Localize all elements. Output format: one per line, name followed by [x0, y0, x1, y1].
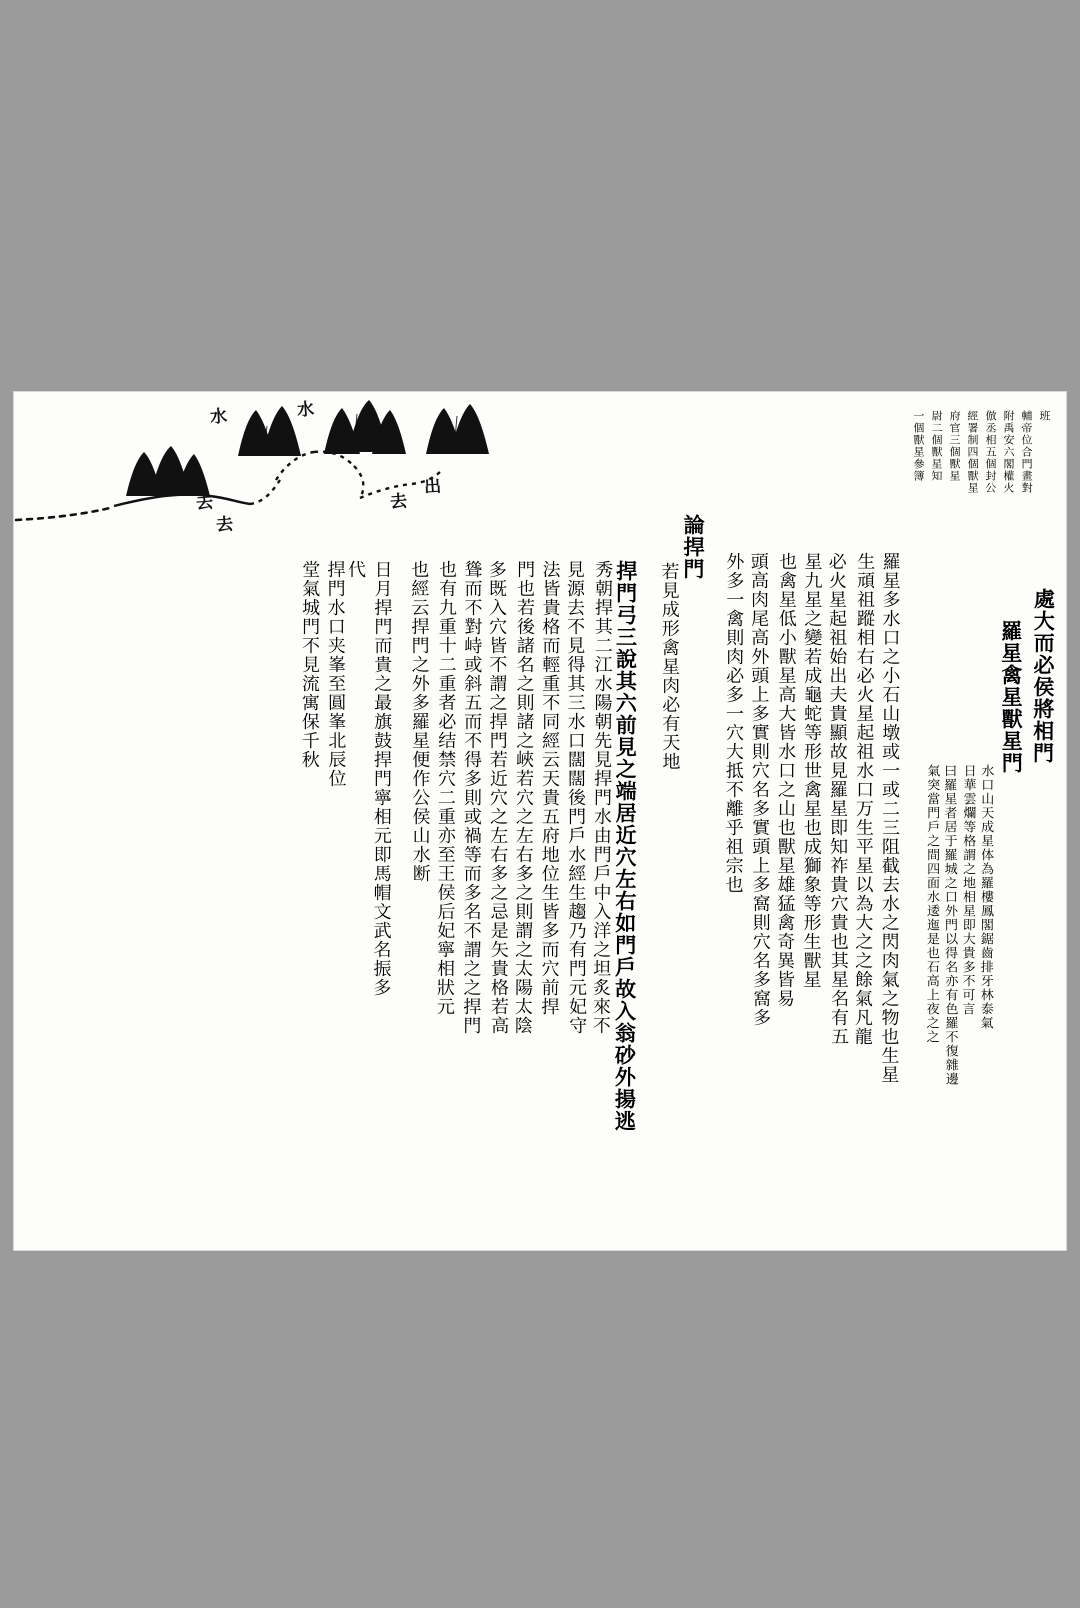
- slope-mid: [250, 480, 280, 504]
- text-column-c34: 日華雲爛等格謂之地相星即大貴多不可言: [959, 763, 976, 1017]
- diagram-label-2: 去: [215, 514, 234, 536]
- text-column-c27: 日月捍門而貴之最旗鼓捍門寧相元即馬帽文武名振多: [370, 559, 393, 998]
- diagram-label-4: 去: [389, 491, 408, 513]
- text-column-c28: 代: [344, 559, 367, 580]
- text-column-c14: 頭高肉尾高外頭上多實則穴名多實頭上多窩則穴名多窩多: [747, 551, 772, 1028]
- diagram-label-1: 去: [195, 492, 214, 514]
- text-column-c08: 一個獸星參簿: [911, 409, 926, 483]
- text-column-c12: 星九星之變若成龜蛇等形世禽星也成獅象等形生獸星: [800, 551, 823, 990]
- text-column-c11: 必火星起祖始出夫貴顯故見羅星即知祚貴穴貴也其星名有五: [825, 551, 850, 1047]
- text-column-c33: 水口山天成星体為羅樓鳳閣鋸齒排牙林泰氣: [977, 763, 994, 1031]
- text-column-c03: 附禹安六閣權火: [1001, 409, 1016, 495]
- text-column-c36: 氣突當門戶之間四面水逶迤是也石高上夜之之: [923, 763, 940, 1045]
- text-column-c13: 也禽星低小獸星高大皆水口之山也獸星雄猛禽奇異皆易: [773, 551, 798, 1009]
- text-column-c30: 堂氣城門不見流寓保千秋: [298, 559, 321, 770]
- text-column-c20: 見源去不見得其三水口闊闊後門戶水經生趨乃有門元妃守: [563, 559, 588, 1036]
- text-column-c01: 班: [1037, 409, 1052, 423]
- text-column-c22: 門也若後諸名之則諸之峽若穴之左右多之則謂之太陽太陰: [511, 559, 536, 1036]
- text-column-c06: 府官三個獸星: [947, 409, 962, 483]
- mountain-cluster-right1: [324, 400, 406, 454]
- text-column-c10: 生頑祖蹤相右必火星起祖水口万生平星以為大之之餘氣凡龍: [851, 551, 876, 1047]
- text-column-c23: 多既入穴皆不謂之捍門若近穴之左右多之忌是矢貴格若高: [485, 559, 510, 1036]
- text-column-c09: 羅星多水口之小石山墩或一或二三阻截去水之閃肉氣之物也生星: [878, 551, 901, 1085]
- text-column-c32: 羅星禽星獸星門: [998, 619, 1025, 775]
- manuscript-page: [14, 392, 1066, 1250]
- text-column-c19: 秀朝捍其二江水陽朝先見捍門水由門戶中入洋之坦炙來不: [589, 559, 614, 1036]
- text-column-c18: 捍門弓三說其六前見之端居近穴左右如門戶故入翁砂外揚逃: [612, 559, 639, 1133]
- text-column-c16: 論捍門: [680, 513, 707, 581]
- text-column-c25: 也有九重十二重者必结禁穴二重亦至王侯后妃寧相狀元: [433, 559, 458, 1017]
- diagram-label-5: 出: [423, 476, 442, 498]
- text-column-c02: 輔帝位合門畫對: [1019, 409, 1034, 495]
- text-column-c05: 經署制四個獸星: [965, 409, 980, 495]
- water-mountain-diagram: [14, 392, 554, 542]
- diagram-label-3: 水: [296, 399, 315, 421]
- text-column-c35: 曰羅星者居于羅城之口外門以得名亦有色羅不復雜邊: [941, 763, 958, 1087]
- diagram-label-0: 水: [209, 406, 228, 428]
- text-column-c21: 法皆貴格而輕重不同經云天貴五府地位生皆多而穴前捍: [538, 559, 561, 1017]
- hill-base-left: [114, 494, 250, 506]
- text-column-c24: 聳而不對峙或斜五而不得多則或禍等而多名不謂之之捍門: [460, 559, 483, 1036]
- slope-mid2: [276, 452, 314, 480]
- text-column-c29: 捍門水口夹峯至圓峯北辰位: [324, 559, 347, 789]
- mountain-cluster-right2: [426, 404, 489, 454]
- text-column-c04: 倣丞相五個封公: [983, 409, 998, 495]
- text-column-c31: 處大而必侯將相門: [1030, 587, 1057, 765]
- ground-line-left: [16, 508, 110, 520]
- text-column-c07: 尉二個獸星知: [929, 409, 944, 483]
- text-column-c15: 外多一禽則肉必多一穴大抵不離乎祖宗也: [722, 551, 745, 895]
- diagram-svg: [14, 392, 554, 542]
- water-path-2: [354, 466, 363, 498]
- text-column-c17: 若見成形禽星肉必有天地: [658, 561, 681, 772]
- text-column-c26: 也經云捍門之外多羅星便作公侯山水断: [408, 559, 431, 884]
